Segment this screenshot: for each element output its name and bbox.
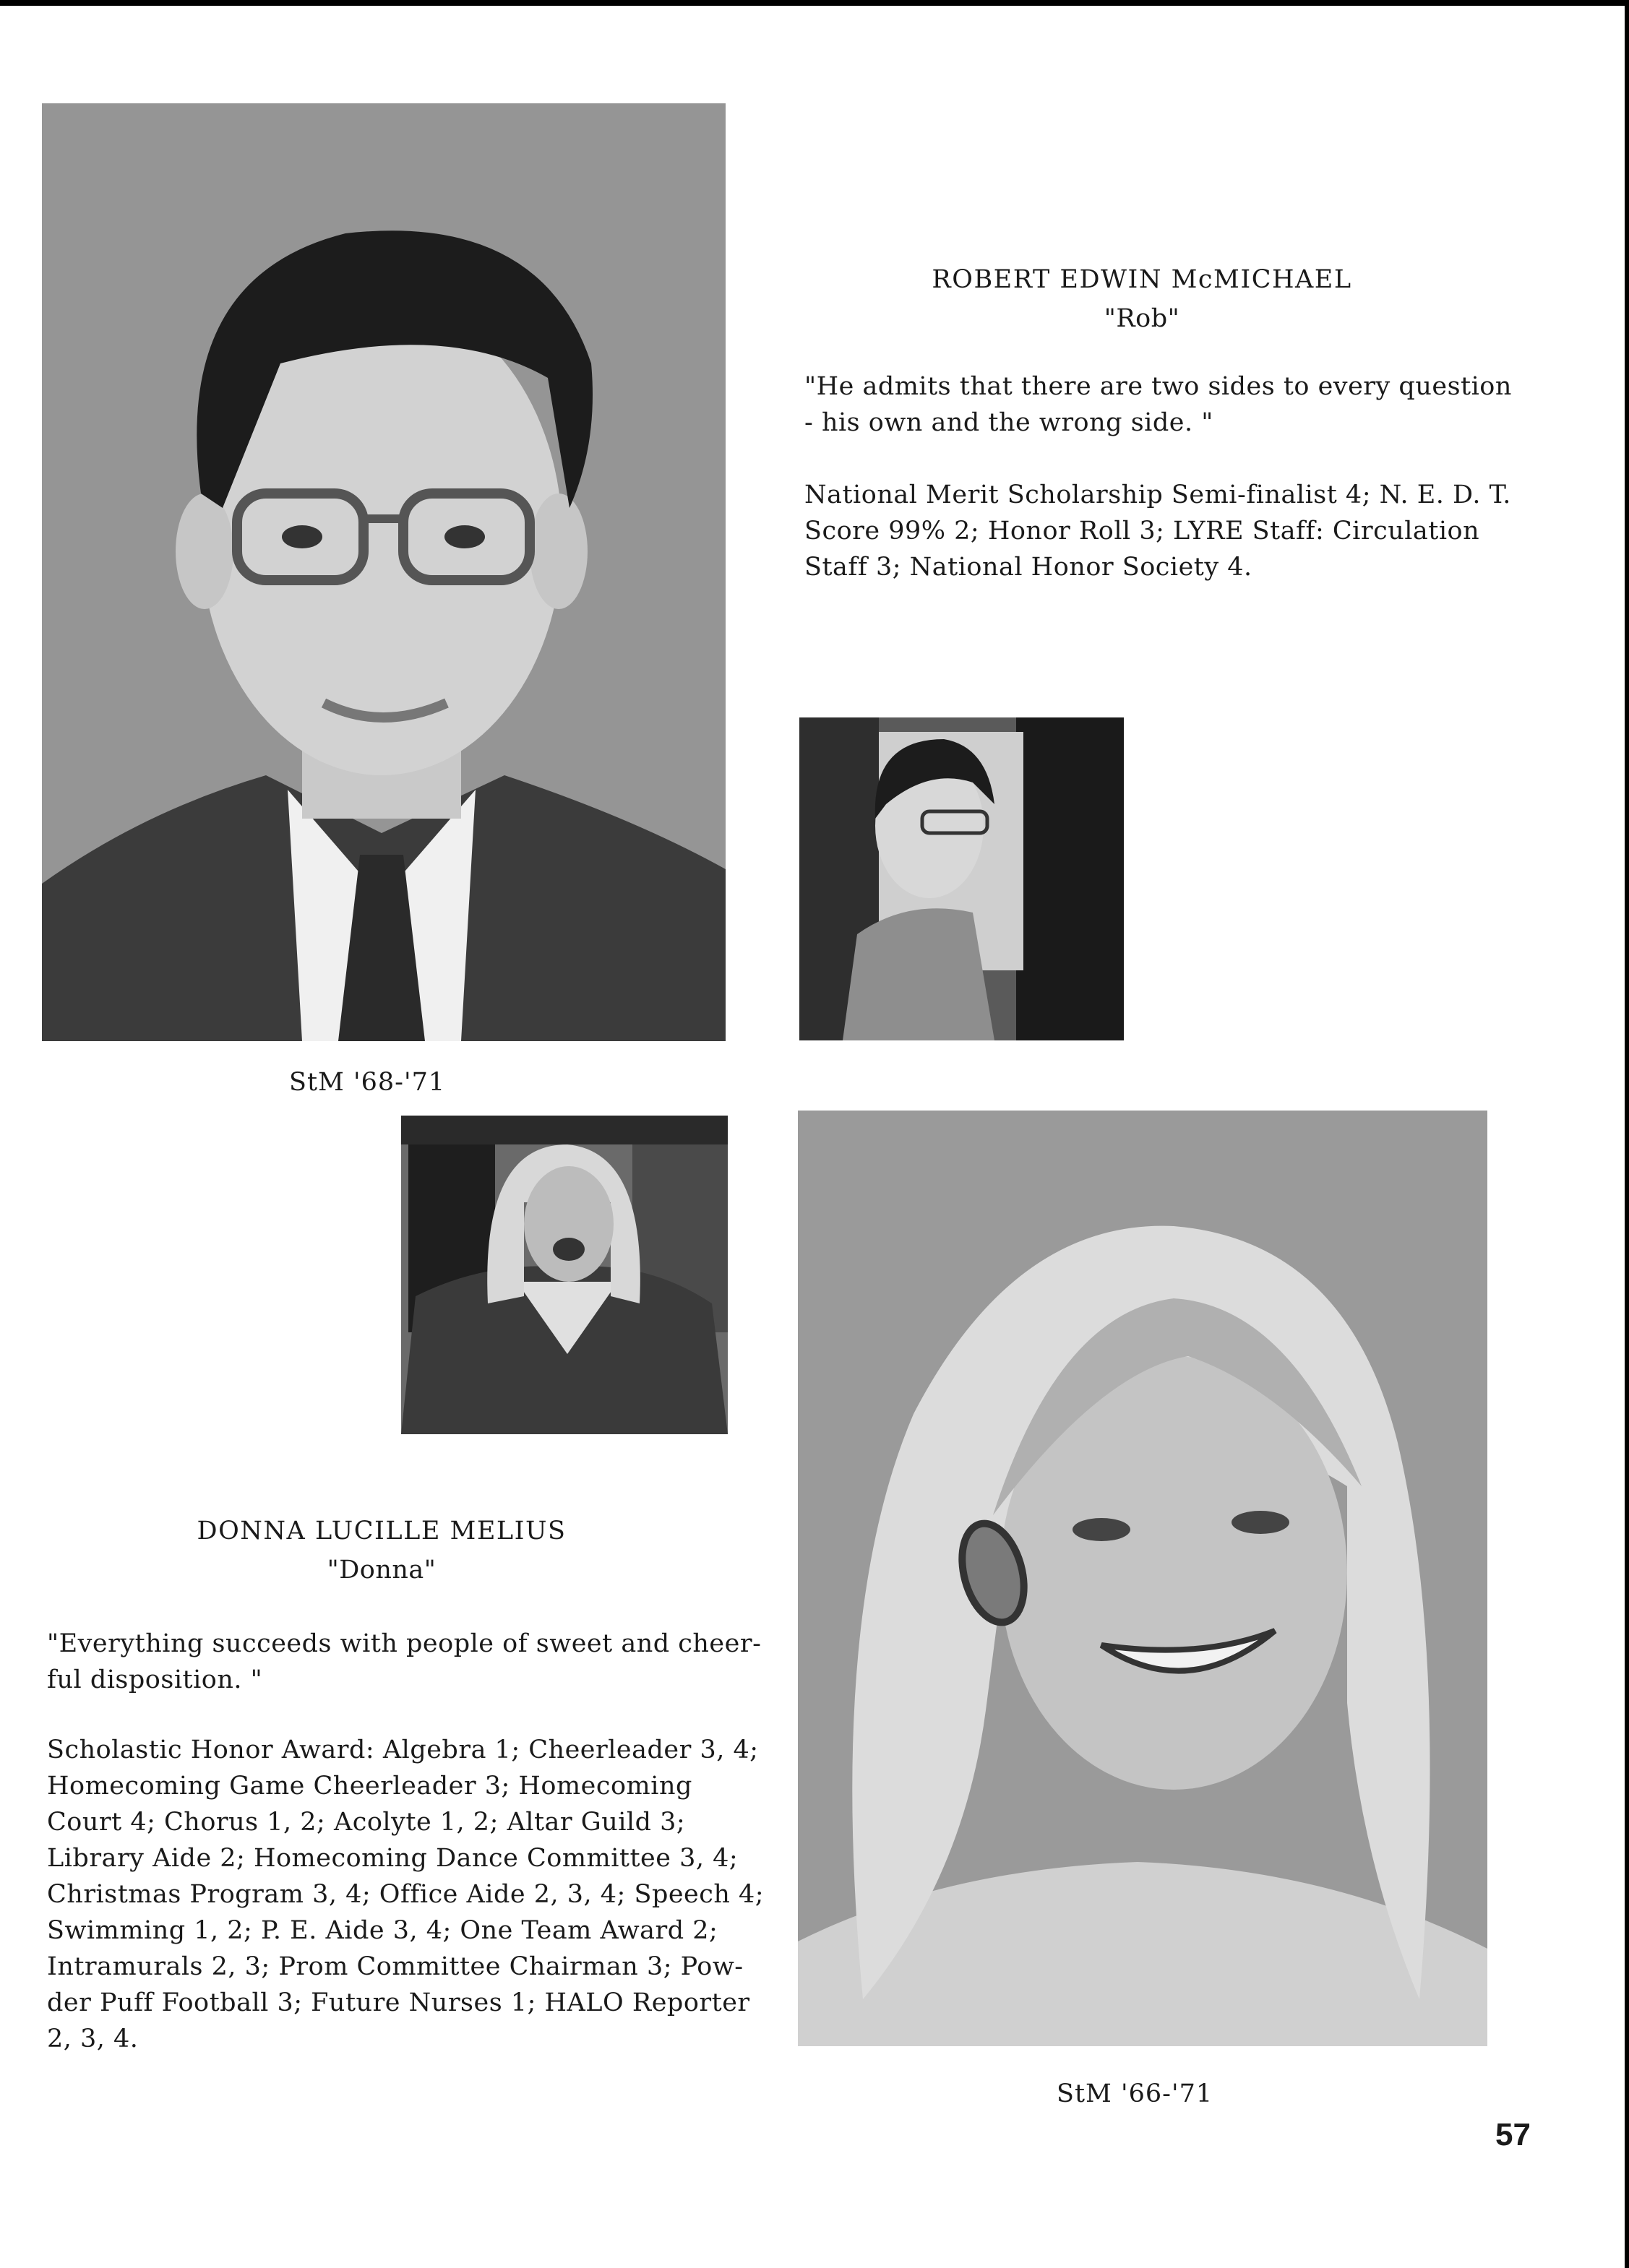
- donna-activities-line: der Puff Football 3; Future Nurses 1; HALO Reporter: [47, 1988, 750, 2017]
- donna-portrait-photo: [798, 1111, 1487, 2046]
- donna-activities-line: Scholastic Honor Award: Algebra 1; Cheerleader 3, 4;: [47, 1736, 759, 1764]
- page-number: 57: [1495, 2117, 1531, 2152]
- robert-nickname: "Rob": [1104, 304, 1180, 333]
- robert-quote-line: - his own and the wrong side. ": [804, 408, 1213, 437]
- donna-activities-line: Swimming 1, 2; P. E. Aide 3, 4; One Team Award 2;: [47, 1916, 718, 1945]
- donna-years-caption: StM '66-'71: [1057, 2079, 1213, 2108]
- robert-activities-line: Staff 3; National Honor Society 4.: [804, 553, 1252, 582]
- donna-activities-line: Christmas Program 3, 4; Office Aide 2, 3, 4; Speech 4;: [47, 1880, 765, 1909]
- robert-quote: [804, 368, 1527, 441]
- donna-activities-line: Library Aide 2; Homecoming Dance Committee 3, 4;: [47, 1844, 739, 1873]
- donna-quote-line: "Everything succeeds with people of sweet and cheer-: [47, 1629, 762, 1658]
- robert-candid-photo: [799, 717, 1124, 1040]
- robert-years-caption: StM '68-'71: [289, 1068, 446, 1097]
- robert-activities: [804, 477, 1534, 585]
- robert-quote-line: "He admits that there are two sides to every question: [804, 372, 1512, 401]
- donna-quote-line: ful disposition. ": [47, 1665, 263, 1694]
- donna-activities: [47, 1732, 784, 2057]
- page-border-top: [0, 0, 1629, 6]
- page-border-right: [1625, 0, 1629, 2268]
- donna-candid-photo: [401, 1116, 728, 1434]
- donna-quote: [47, 1626, 770, 1698]
- donna-activities-line: Homecoming Game Cheerleader 3; Homecoming: [47, 1772, 692, 1801]
- robert-activities-line: Score 99% 2; Honor Roll 3; LYRE Staff: Circulation: [804, 517, 1480, 546]
- donna-activities-line: Intramurals 2, 3; Prom Committee Chairman 3; Pow-: [47, 1952, 744, 1981]
- robert-activities-line: National Merit Scholarship Semi-finalist 4; N. E. D. T.: [804, 480, 1511, 509]
- donna-activities-line: Court 4; Chorus 1, 2; Acolyte 1, 2; Altar Guild 3;: [47, 1808, 686, 1837]
- donna-name: DONNA LUCILLE MELIUS: [197, 1517, 567, 1545]
- donna-activities-line: 2, 3, 4.: [47, 2025, 139, 2053]
- donna-nickname: "Donna": [327, 1556, 437, 1584]
- robert-name: ROBERT EDWIN McMICHAEL: [932, 265, 1352, 294]
- robert-portrait-photo: [42, 103, 726, 1041]
